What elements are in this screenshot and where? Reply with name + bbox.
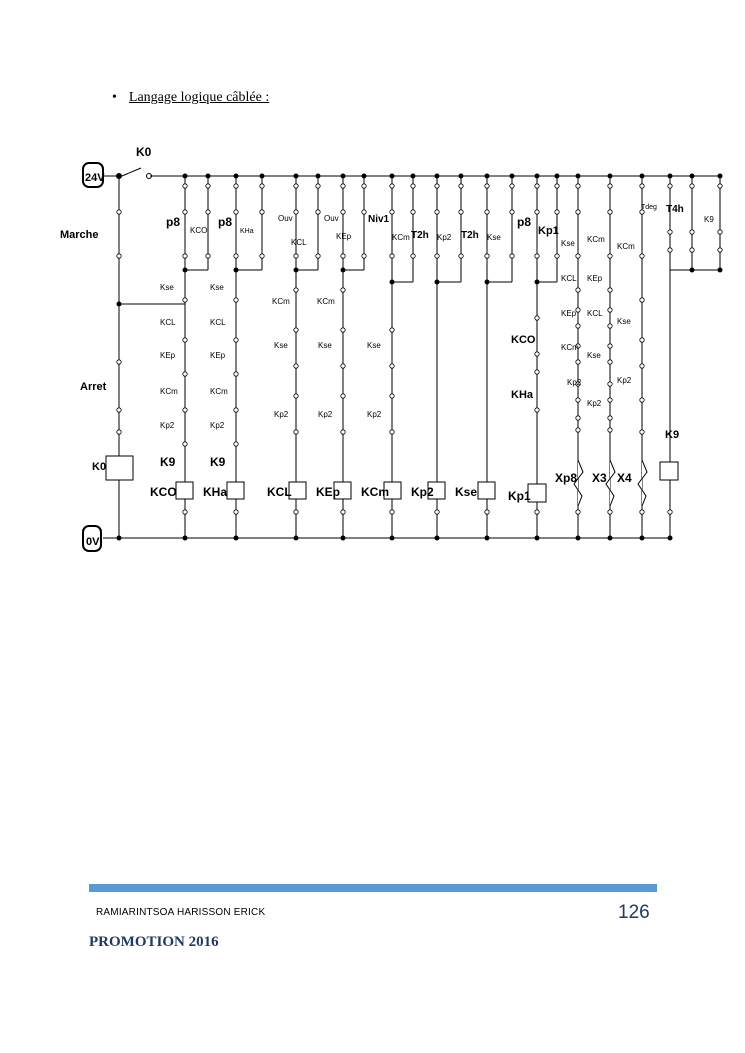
col3-coil-label: KCL — [267, 485, 292, 499]
contact-terminal — [608, 510, 612, 514]
contact-terminal — [640, 298, 644, 302]
branch-junction — [183, 268, 188, 273]
col2-kse: Kse — [210, 283, 224, 292]
contact-terminal — [234, 408, 238, 412]
contact-terminal — [690, 248, 694, 252]
col6-t2h: T2h — [411, 230, 429, 241]
contact-terminal — [668, 248, 672, 252]
contact-terminal — [341, 510, 345, 514]
branch-junction — [117, 302, 122, 307]
rail-junction — [183, 174, 188, 179]
contact-terminal — [640, 430, 644, 434]
col3-kp2: Kp2 — [274, 410, 289, 419]
rail-junction — [485, 174, 490, 179]
rail-junction — [640, 174, 645, 179]
bullet: • — [112, 90, 117, 105]
contact-terminal — [341, 364, 345, 368]
rail-junction — [510, 174, 515, 179]
contact-terminal — [341, 328, 345, 332]
branch-junction — [690, 268, 695, 273]
contact-terminal — [117, 430, 121, 434]
branch-junction — [435, 280, 440, 285]
col2-coil-label: KHa — [203, 485, 228, 499]
col4-kep-self: KEp — [336, 232, 352, 241]
contact-terminal — [411, 184, 415, 188]
col10-kp2: Kp2 — [587, 399, 602, 408]
contact-terminal — [183, 254, 187, 258]
contact-terminal — [341, 184, 345, 188]
marche-label: Marche — [60, 229, 99, 241]
contact-terminal — [576, 288, 580, 292]
k0-contact-label: K0 — [136, 145, 152, 159]
contact-terminal — [117, 408, 121, 412]
col10-kep: KEp — [587, 274, 603, 283]
col4-coil-label: KEp — [316, 485, 340, 499]
contact-terminal — [234, 298, 238, 302]
footer-author: RAMIARINTSOA HARISSON ERICK — [96, 907, 266, 918]
contact-terminal — [608, 416, 612, 420]
contact-terminal — [576, 416, 580, 420]
contact-terminal — [608, 210, 612, 214]
contact-terminal — [390, 394, 394, 398]
rail-junction — [390, 536, 395, 541]
contact-terminal — [510, 184, 514, 188]
rail-junction — [183, 536, 188, 541]
contact-terminal — [640, 254, 644, 258]
contact-terminal — [390, 430, 394, 434]
contact-terminal — [608, 382, 612, 386]
contact-terminal — [459, 210, 463, 214]
contact-terminal — [690, 230, 694, 234]
col1-kep: KEp — [160, 351, 176, 360]
contact-terminal — [183, 210, 187, 214]
contact-terminal — [117, 360, 121, 364]
rail-junction — [260, 174, 265, 179]
col13-t4h: T4h — [666, 204, 684, 215]
rail-24v-label: 24V — [85, 172, 105, 184]
contact-terminal — [485, 510, 489, 514]
branch-junction — [234, 268, 239, 273]
contact-terminal — [608, 184, 612, 188]
k0-coil — [106, 456, 133, 480]
contact-terminal — [485, 254, 489, 258]
col1-coil-label: KCO — [150, 485, 177, 499]
contact-terminal — [411, 254, 415, 258]
contact-terminal — [341, 254, 345, 258]
contact-terminal — [234, 254, 238, 258]
contact-terminal — [260, 184, 264, 188]
contact-terminal — [640, 184, 644, 188]
contact-terminal — [535, 184, 539, 188]
col9-kse: Kse — [561, 239, 575, 248]
col10-kse: Kse — [587, 351, 601, 360]
contact-terminal — [608, 324, 612, 328]
contact-terminal — [555, 254, 559, 258]
contact-terminal — [608, 344, 612, 348]
contact-terminal — [555, 210, 559, 214]
contact-terminal — [718, 230, 722, 234]
contact-terminal — [608, 288, 612, 292]
contact-terminal — [576, 184, 580, 188]
col2-p8: p8 — [218, 215, 233, 229]
contact-terminal — [316, 184, 320, 188]
contact-terminal — [183, 338, 187, 342]
col1-p8: p8 — [166, 215, 181, 229]
contact-terminal — [341, 288, 345, 292]
rail-0v-label: 0V — [86, 536, 100, 548]
col1-kp2: Kp2 — [160, 421, 175, 430]
contact-terminal — [234, 372, 238, 376]
col9-kcl: KCL — [561, 274, 577, 283]
contact-terminal — [576, 398, 580, 402]
contact-terminal — [576, 308, 580, 312]
contact-terminal — [535, 408, 539, 412]
contact-terminal — [640, 510, 644, 514]
rail-junction — [435, 536, 440, 541]
footer-bar — [89, 884, 657, 892]
col5-niv1: Niv1 — [368, 214, 390, 225]
contact-terminal — [535, 352, 539, 356]
col12-tdeg: Tdeg — [641, 204, 657, 211]
col2-kp2: Kp2 — [210, 421, 225, 430]
contact-terminal — [576, 210, 580, 214]
section-title: Langage logique câblée : — [128, 90, 270, 105]
col6-coil-label: Kp2 — [411, 485, 434, 499]
k0-coil-label: K0 — [92, 461, 107, 473]
page-number: 126 — [618, 902, 650, 923]
contact-terminal — [690, 184, 694, 188]
rail-junction — [341, 536, 346, 541]
contact-terminal — [535, 370, 539, 374]
col11-out-label: X4 — [617, 471, 632, 485]
arret-label: Arret — [80, 381, 107, 393]
contact-terminal — [640, 338, 644, 342]
col8-kco: KCO — [511, 334, 536, 346]
col8-coil-label: Kp1 — [508, 489, 531, 503]
contact-terminal — [576, 510, 580, 514]
contact-terminal — [206, 254, 210, 258]
contact-terminal — [608, 360, 612, 364]
contact-terminal — [362, 184, 366, 188]
contact-terminal — [435, 510, 439, 514]
rail-junction — [294, 174, 299, 179]
contact-terminal — [341, 394, 345, 398]
rail-junction — [435, 174, 440, 179]
col7-t2h: T2h — [461, 230, 479, 241]
contact-terminal — [535, 510, 539, 514]
contact-terminal — [294, 328, 298, 332]
contact-terminal — [341, 430, 345, 434]
rail-junction — [690, 174, 695, 179]
col2-kha-self: KHa — [240, 228, 254, 235]
contact-terminal — [608, 398, 612, 402]
contact-terminal — [668, 510, 672, 514]
contact-terminal — [510, 210, 514, 214]
col8-p8: p8 — [517, 215, 532, 229]
contact-terminal — [183, 184, 187, 188]
rail-junction — [718, 174, 723, 179]
contact-terminal — [234, 338, 238, 342]
rail-junction — [459, 174, 464, 179]
contact-terminal — [294, 288, 298, 292]
col1-kse: Kse — [160, 283, 174, 292]
contact-terminal — [555, 184, 559, 188]
contact-terminal — [576, 360, 580, 364]
contact-terminal — [390, 184, 394, 188]
contact-terminal — [183, 408, 187, 412]
col7-coil-label: Kse — [455, 485, 478, 499]
rail-junction — [640, 536, 645, 541]
branch-junction — [341, 268, 346, 273]
rail-junction — [485, 536, 490, 541]
contact-terminal — [183, 510, 187, 514]
col1-kcl: KCL — [160, 318, 176, 327]
contact-terminal — [183, 372, 187, 376]
contact-terminal — [294, 210, 298, 214]
rail-junction — [576, 174, 581, 179]
rail-junction — [668, 536, 673, 541]
contact-terminal — [234, 510, 238, 514]
col4-ouv: Ouv — [324, 214, 339, 223]
col13-k9-coil-label: K9 — [665, 429, 680, 441]
contact-terminal — [316, 254, 320, 258]
contact-terminal — [576, 324, 580, 328]
contact-terminal — [294, 254, 298, 258]
contact-terminal — [608, 428, 612, 432]
contact-terminal — [294, 430, 298, 434]
col8-kp1-self: Kp1 — [538, 225, 559, 237]
contact-terminal — [668, 184, 672, 188]
contact-terminal — [362, 210, 366, 214]
contact-terminal — [535, 316, 539, 320]
contact-terminal — [183, 298, 187, 302]
col3-kcm: KCm — [272, 297, 290, 306]
contact-terminal — [294, 510, 298, 514]
contact-terminal — [718, 184, 722, 188]
contact-terminal — [234, 210, 238, 214]
rail-junction — [535, 174, 540, 179]
rail-junction — [576, 536, 581, 541]
contact-terminal — [576, 428, 580, 432]
contact-terminal — [294, 184, 298, 188]
branch-junction — [718, 268, 723, 273]
contact-terminal — [390, 510, 394, 514]
contact-terminal — [608, 254, 612, 258]
rail-junction — [117, 536, 122, 541]
contact-terminal — [668, 230, 672, 234]
contact-terminal — [294, 394, 298, 398]
contact-terminal — [510, 254, 514, 258]
branch-junction — [390, 280, 395, 285]
contact-terminal — [316, 210, 320, 214]
footer-promotion: PROMOTION 2016 — [89, 934, 219, 950]
contact-terminal — [640, 398, 644, 402]
contact-terminal — [435, 184, 439, 188]
col8-kha: KHa — [511, 389, 534, 401]
col5-kse: Kse — [367, 341, 381, 350]
contact-terminal — [234, 442, 238, 446]
col7-kse-self: Kse — [487, 233, 501, 242]
branch-junction — [535, 280, 540, 285]
rail-junction — [535, 536, 540, 541]
rail-junction — [316, 174, 321, 179]
contact-terminal — [206, 184, 210, 188]
contact-terminal — [183, 442, 187, 446]
contact-terminal — [390, 328, 394, 332]
rail-junction — [206, 174, 211, 179]
contact-terminal — [576, 254, 580, 258]
col9-out-label: Xp8 — [555, 471, 578, 485]
contact-terminal — [260, 254, 264, 258]
contact-terminal — [390, 364, 394, 368]
contact-terminal — [535, 254, 539, 258]
rail-junction — [234, 174, 239, 179]
contact-terminal — [260, 210, 264, 214]
rail-junction — [608, 174, 613, 179]
rail-junction — [341, 174, 346, 179]
contact-terminal — [608, 308, 612, 312]
contact-terminal — [117, 210, 121, 214]
contact-terminal — [206, 210, 210, 214]
contact-terminal — [390, 254, 394, 258]
contact-terminal — [485, 184, 489, 188]
branch-junction — [294, 268, 299, 273]
col3-kcl-self: KCL — [291, 238, 307, 247]
contact-terminal — [535, 210, 539, 214]
contact-terminal — [459, 254, 463, 258]
col5-coil-label: KCm — [361, 485, 390, 499]
col14-k9: K9 — [704, 215, 714, 224]
rail-junction — [608, 536, 613, 541]
col4-kse: Kse — [318, 341, 332, 350]
col2-kco: KCO — [190, 226, 208, 235]
col2-k9: K9 — [210, 455, 226, 469]
col2-kep: KEp — [210, 351, 226, 360]
col1-kcm: KCm — [160, 387, 178, 396]
contact-terminal — [341, 210, 345, 214]
col11-kse: Kse — [617, 317, 631, 326]
contact-terminal — [459, 184, 463, 188]
contact-terminal — [435, 210, 439, 214]
rail-junction — [411, 174, 416, 179]
col2-kcm: KCm — [210, 387, 228, 396]
contact-terminal — [234, 184, 238, 188]
col11-kcm: KCm — [617, 242, 635, 251]
col10-kcl: KCL — [587, 309, 603, 318]
rail-junction — [117, 174, 122, 179]
col9-kp2: Kp2 — [567, 378, 582, 387]
rail-junction — [390, 174, 395, 179]
contact-terminal — [294, 364, 298, 368]
col11-kp2: Kp2 — [617, 376, 632, 385]
contact-terminal — [117, 254, 121, 258]
rail-junction — [668, 174, 673, 179]
col3-ouv: Ouv — [278, 214, 293, 223]
col5-kcm-self: KCm — [392, 233, 410, 242]
col9-kcm: KCm — [561, 343, 579, 352]
contact-terminal — [362, 254, 366, 258]
col10-kcm: KCm — [587, 235, 605, 244]
branch-junction — [485, 280, 490, 285]
col4-kcm: KCm — [317, 297, 335, 306]
rail-junction — [294, 536, 299, 541]
col9-kep: KEp — [561, 309, 577, 318]
col10-out-label: X3 — [592, 471, 607, 485]
col5-kp2: Kp2 — [367, 410, 382, 419]
contact-terminal — [411, 210, 415, 214]
col3-kse: Kse — [274, 341, 288, 350]
rail-junction — [234, 536, 239, 541]
contact-terminal — [435, 254, 439, 258]
rail-junction — [555, 174, 560, 179]
col2-kcl: KCL — [210, 318, 226, 327]
contact-terminal — [390, 210, 394, 214]
col4-kp2: Kp2 — [318, 410, 333, 419]
contact-terminal — [718, 248, 722, 252]
rail-junction — [362, 174, 367, 179]
col6-kp2-self: Kp2 — [437, 233, 452, 242]
contact-terminal — [640, 364, 644, 368]
col1-k9: K9 — [160, 455, 176, 469]
contact-terminal — [485, 210, 489, 214]
